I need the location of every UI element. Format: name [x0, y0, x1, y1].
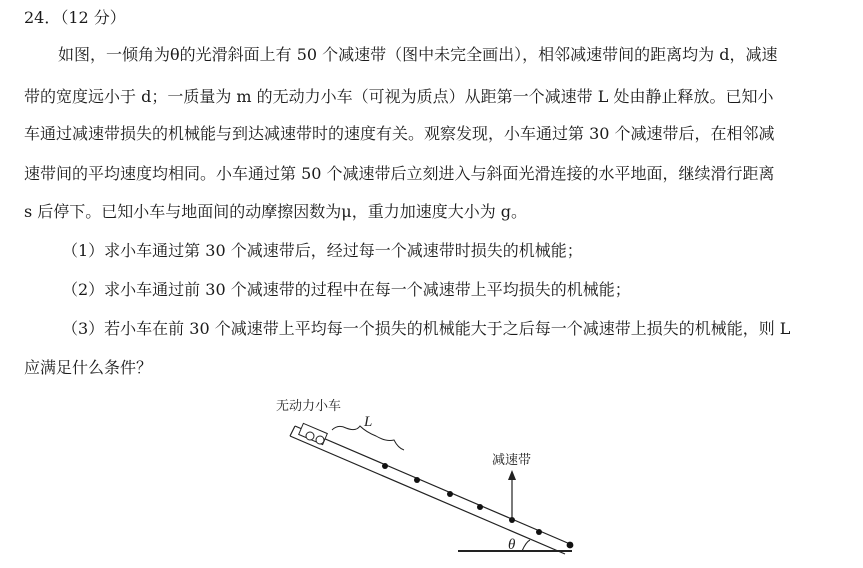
question-body-line-2: 带的宽度远小于 d；一质量为 m 的无动力小车（可视为质点）从距第一个减速带 L 处由静止释放。已知小 [24, 87, 774, 106]
bump-label: 减速带 [492, 453, 532, 468]
sub-question-3: （3）若小车在前 30 个减速带上平均每一个损失的机械能大于之后每一个减速带上损失的机械能，则 L [62, 319, 791, 338]
speed-bump [414, 477, 420, 483]
speed-bump [447, 491, 453, 497]
question-body-line-4: 速带间的平均速度均相同。小车通过第 50 个减速带后立刻进入与斜面光滑连接的水平地面，继续滑行距离 [24, 164, 775, 183]
question-body-line-5: s 后停下。已知小车与地面间的动摩擦因数为μ，重力加速度大小为 g。 [24, 202, 528, 221]
bump-arrow-head [508, 470, 516, 480]
speed-bump [382, 463, 388, 469]
incline-surface-top [295, 426, 570, 544]
distance-label: L [364, 414, 373, 430]
sub-question-3-continued: 应满足什么条件？ [24, 358, 153, 377]
question-body-line-1: 如图，一倾角为θ的光滑斜面上有 50 个减速带（图中未完全画出），相邻减速带间的距离均为 d，减速 [58, 45, 778, 64]
speed-bump [536, 529, 542, 535]
sub-question-2: （2）求小车通过前 30 个减速带的过程中在每一个减速带上平均损失的机械能； [62, 280, 631, 299]
speed-bump [567, 542, 574, 549]
cart-label: 无动力小车 [276, 399, 342, 414]
question-body-line-3: 车通过减速带损失的机械能与到达减速带时的速度有关。观察发现，小车通过第 30 个减速带后，在相邻减 [24, 124, 775, 143]
question-number: 24．（12 分） [24, 8, 126, 27]
speed-bump [477, 504, 483, 510]
angle-label: θ [508, 537, 516, 553]
sub-question-1: （1）求小车通过第 30 个减速带后，经过每一个减速带时损失的机械能； [62, 241, 583, 260]
angle-arc [522, 540, 530, 551]
incline-figure [260, 392, 590, 564]
incline-end [290, 426, 295, 436]
